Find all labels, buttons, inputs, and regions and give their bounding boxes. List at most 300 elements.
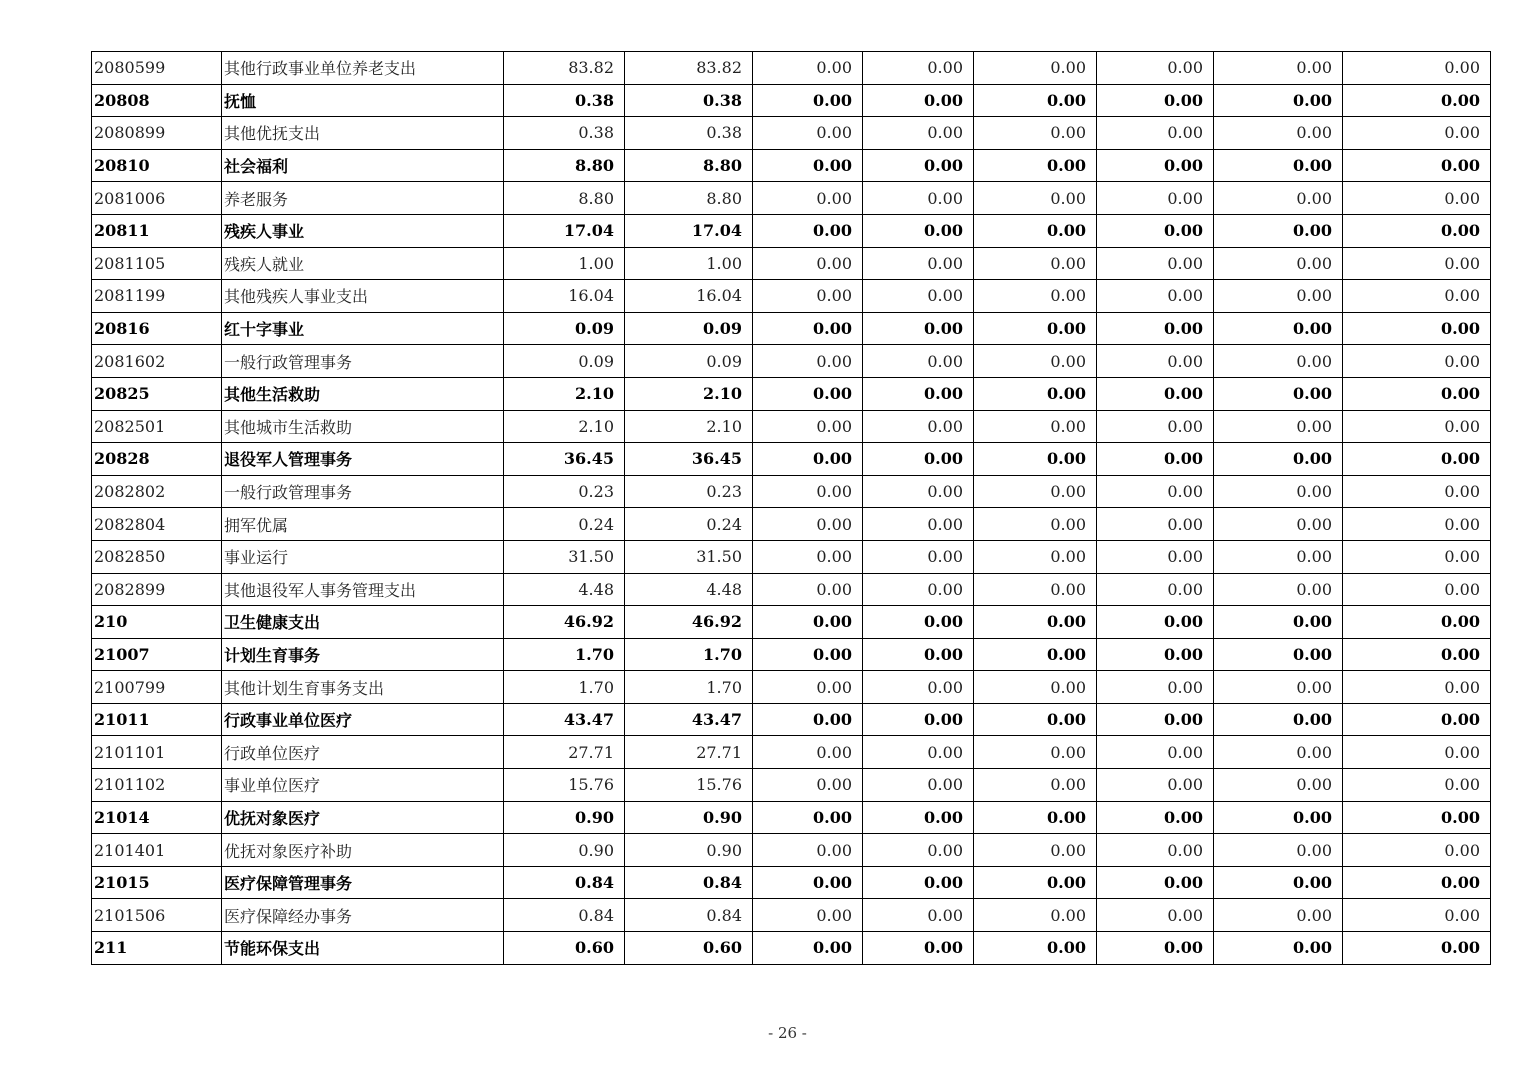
col7-cell: 0.00	[974, 52, 1097, 85]
project-cell: 0.00	[753, 149, 863, 182]
col6-cell: 0.00	[863, 443, 974, 476]
col10-cell: 0.00	[1343, 801, 1491, 834]
code-cell: 21011	[92, 703, 222, 736]
col7-cell: 0.00	[974, 508, 1097, 541]
name-cell: 医疗保障经办事务	[222, 899, 504, 932]
col6-cell: 0.00	[863, 671, 974, 704]
code-cell: 21007	[92, 638, 222, 671]
col10-cell: 0.00	[1343, 703, 1491, 736]
col8-cell: 0.00	[1097, 117, 1214, 150]
basic-cell: 1.00	[625, 247, 753, 280]
project-cell: 0.00	[753, 117, 863, 150]
col6-cell: 0.00	[863, 345, 974, 378]
col7-cell: 0.00	[974, 801, 1097, 834]
project-cell: 0.00	[753, 671, 863, 704]
col10-cell: 0.00	[1343, 84, 1491, 117]
code-cell: 2081006	[92, 182, 222, 215]
code-cell: 2101101	[92, 736, 222, 769]
col7-cell: 0.00	[974, 377, 1097, 410]
table-row	[92, 508, 1491, 541]
total-cell: 8.80	[504, 182, 625, 215]
table-row	[92, 182, 1491, 215]
table-row	[92, 866, 1491, 899]
col9-cell: 0.00	[1214, 182, 1343, 215]
basic-cell: 8.80	[625, 182, 753, 215]
project-cell: 0.00	[753, 638, 863, 671]
total-cell: 0.60	[504, 932, 625, 965]
code-cell: 2101506	[92, 899, 222, 932]
col8-cell: 0.00	[1097, 410, 1214, 443]
col10-cell: 0.00	[1343, 932, 1491, 965]
basic-cell: 0.23	[625, 475, 753, 508]
table-row	[92, 932, 1491, 965]
project-cell: 0.00	[753, 899, 863, 932]
col10-cell: 0.00	[1343, 540, 1491, 573]
table-row	[92, 312, 1491, 345]
table-row	[92, 769, 1491, 802]
table-row	[92, 573, 1491, 606]
col8-cell: 0.00	[1097, 573, 1214, 606]
total-cell: 31.50	[504, 540, 625, 573]
name-cell: 医疗保障管理事务	[222, 866, 504, 899]
table-row	[92, 84, 1491, 117]
col9-cell: 0.00	[1214, 769, 1343, 802]
basic-cell: 0.90	[625, 801, 753, 834]
col6-cell: 0.00	[863, 149, 974, 182]
total-cell: 83.82	[504, 52, 625, 85]
basic-cell: 1.70	[625, 671, 753, 704]
col6-cell: 0.00	[863, 736, 974, 769]
col10-cell: 0.00	[1343, 475, 1491, 508]
col7-cell: 0.00	[974, 540, 1097, 573]
col7-cell: 0.00	[974, 410, 1097, 443]
col7-cell: 0.00	[974, 280, 1097, 313]
basic-cell: 17.04	[625, 214, 753, 247]
total-cell: 0.24	[504, 508, 625, 541]
col6-cell: 0.00	[863, 247, 974, 280]
col8-cell: 0.00	[1097, 834, 1214, 867]
col6-cell: 0.00	[863, 769, 974, 802]
project-cell: 0.00	[753, 182, 863, 215]
col10-cell: 0.00	[1343, 606, 1491, 639]
col7-cell: 0.00	[974, 312, 1097, 345]
name-cell: 社会福利	[222, 149, 504, 182]
col7-cell: 0.00	[974, 182, 1097, 215]
col10-cell: 0.00	[1343, 736, 1491, 769]
project-cell: 0.00	[753, 214, 863, 247]
col9-cell: 0.00	[1214, 703, 1343, 736]
col8-cell: 0.00	[1097, 606, 1214, 639]
col8-cell: 0.00	[1097, 769, 1214, 802]
col7-cell: 0.00	[974, 736, 1097, 769]
name-cell: 抚恤	[222, 84, 504, 117]
col10-cell: 0.00	[1343, 117, 1491, 150]
col9-cell: 0.00	[1214, 84, 1343, 117]
code-cell: 20811	[92, 214, 222, 247]
col8-cell: 0.00	[1097, 377, 1214, 410]
total-cell: 2.10	[504, 410, 625, 443]
col8-cell: 0.00	[1097, 703, 1214, 736]
col6-cell: 0.00	[863, 84, 974, 117]
project-cell: 0.00	[753, 247, 863, 280]
col6-cell: 0.00	[863, 475, 974, 508]
basic-cell: 0.24	[625, 508, 753, 541]
col9-cell: 0.00	[1214, 606, 1343, 639]
col9-cell: 0.00	[1214, 573, 1343, 606]
col9-cell: 0.00	[1214, 638, 1343, 671]
col6-cell: 0.00	[863, 52, 974, 85]
col8-cell: 0.00	[1097, 312, 1214, 345]
col6-cell: 0.00	[863, 899, 974, 932]
col8-cell: 0.00	[1097, 84, 1214, 117]
col8-cell: 0.00	[1097, 247, 1214, 280]
col9-cell: 0.00	[1214, 508, 1343, 541]
code-cell: 2101401	[92, 834, 222, 867]
project-cell: 0.00	[753, 606, 863, 639]
col9-cell: 0.00	[1214, 247, 1343, 280]
col9-cell: 0.00	[1214, 312, 1343, 345]
table-row	[92, 606, 1491, 639]
basic-cell: 0.90	[625, 834, 753, 867]
basic-cell: 27.71	[625, 736, 753, 769]
code-cell: 20808	[92, 84, 222, 117]
project-cell: 0.00	[753, 345, 863, 378]
table-row	[92, 52, 1491, 85]
name-cell: 其他残疾人事业支出	[222, 280, 504, 313]
basic-cell: 2.10	[625, 377, 753, 410]
col7-cell: 0.00	[974, 671, 1097, 704]
project-cell: 0.00	[753, 801, 863, 834]
name-cell: 其他城市生活救助	[222, 410, 504, 443]
col10-cell: 0.00	[1343, 345, 1491, 378]
col6-cell: 0.00	[863, 801, 974, 834]
col8-cell: 0.00	[1097, 508, 1214, 541]
code-cell: 20825	[92, 377, 222, 410]
col6-cell: 0.00	[863, 377, 974, 410]
project-cell: 0.00	[753, 769, 863, 802]
col7-cell: 0.00	[974, 834, 1097, 867]
name-cell: 一般行政管理事务	[222, 345, 504, 378]
total-cell: 43.47	[504, 703, 625, 736]
code-cell: 20828	[92, 443, 222, 476]
col9-cell: 0.00	[1214, 280, 1343, 313]
col6-cell: 0.00	[863, 410, 974, 443]
code-cell: 2082501	[92, 410, 222, 443]
basic-cell: 36.45	[625, 443, 753, 476]
total-cell: 1.70	[504, 638, 625, 671]
col8-cell: 0.00	[1097, 475, 1214, 508]
col9-cell: 0.00	[1214, 149, 1343, 182]
code-cell: 211	[92, 932, 222, 965]
project-cell: 0.00	[753, 84, 863, 117]
basic-cell: 0.84	[625, 899, 753, 932]
col7-cell: 0.00	[974, 149, 1097, 182]
total-cell: 4.48	[504, 573, 625, 606]
name-cell: 其他优抚支出	[222, 117, 504, 150]
col8-cell: 0.00	[1097, 736, 1214, 769]
col6-cell: 0.00	[863, 932, 974, 965]
col10-cell: 0.00	[1343, 899, 1491, 932]
col6-cell: 0.00	[863, 834, 974, 867]
col7-cell: 0.00	[974, 84, 1097, 117]
code-cell: 20816	[92, 312, 222, 345]
col9-cell: 0.00	[1214, 801, 1343, 834]
col8-cell: 0.00	[1097, 345, 1214, 378]
project-cell: 0.00	[753, 508, 863, 541]
col7-cell: 0.00	[974, 573, 1097, 606]
name-cell: 行政事业单位医疗	[222, 703, 504, 736]
name-cell: 其他行政事业单位养老支出	[222, 52, 504, 85]
code-cell: 2101102	[92, 769, 222, 802]
col6-cell: 0.00	[863, 540, 974, 573]
name-cell: 优抚对象医疗	[222, 801, 504, 834]
total-cell: 2.10	[504, 377, 625, 410]
col9-cell: 0.00	[1214, 345, 1343, 378]
col8-cell: 0.00	[1097, 182, 1214, 215]
col7-cell: 0.00	[974, 443, 1097, 476]
total-cell: 36.45	[504, 443, 625, 476]
basic-cell: 0.09	[625, 345, 753, 378]
table-row	[92, 443, 1491, 476]
col10-cell: 0.00	[1343, 769, 1491, 802]
col7-cell: 0.00	[974, 214, 1097, 247]
basic-cell: 31.50	[625, 540, 753, 573]
col6-cell: 0.00	[863, 280, 974, 313]
project-cell: 0.00	[753, 932, 863, 965]
table-row	[92, 638, 1491, 671]
project-cell: 0.00	[753, 834, 863, 867]
total-cell: 0.90	[504, 834, 625, 867]
col7-cell: 0.00	[974, 117, 1097, 150]
col6-cell: 0.00	[863, 703, 974, 736]
basic-cell: 83.82	[625, 52, 753, 85]
col10-cell: 0.00	[1343, 834, 1491, 867]
total-cell: 46.92	[504, 606, 625, 639]
basic-cell: 0.09	[625, 312, 753, 345]
project-cell: 0.00	[753, 703, 863, 736]
total-cell: 0.84	[504, 899, 625, 932]
col9-cell: 0.00	[1214, 52, 1343, 85]
project-cell: 0.00	[753, 377, 863, 410]
table-row	[92, 214, 1491, 247]
name-cell: 优抚对象医疗补助	[222, 834, 504, 867]
col8-cell: 0.00	[1097, 52, 1214, 85]
col10-cell: 0.00	[1343, 443, 1491, 476]
col7-cell: 0.00	[974, 475, 1097, 508]
code-cell: 2080899	[92, 117, 222, 150]
name-cell: 退役军人管理事务	[222, 443, 504, 476]
col10-cell: 0.00	[1343, 247, 1491, 280]
col8-cell: 0.00	[1097, 899, 1214, 932]
total-cell: 0.09	[504, 345, 625, 378]
col9-cell: 0.00	[1214, 117, 1343, 150]
col6-cell: 0.00	[863, 117, 974, 150]
name-cell: 行政单位医疗	[222, 736, 504, 769]
project-cell: 0.00	[753, 410, 863, 443]
col10-cell: 0.00	[1343, 410, 1491, 443]
table-row	[92, 345, 1491, 378]
col10-cell: 0.00	[1343, 638, 1491, 671]
table-row	[92, 801, 1491, 834]
code-cell: 2082802	[92, 475, 222, 508]
basic-cell: 2.10	[625, 410, 753, 443]
code-cell: 2081105	[92, 247, 222, 280]
code-cell: 21014	[92, 801, 222, 834]
col9-cell: 0.00	[1214, 866, 1343, 899]
table-row	[92, 475, 1491, 508]
total-cell: 27.71	[504, 736, 625, 769]
col6-cell: 0.00	[863, 312, 974, 345]
table-row	[92, 671, 1491, 704]
code-cell: 2080599	[92, 52, 222, 85]
col7-cell: 0.00	[974, 606, 1097, 639]
basic-cell: 0.38	[625, 84, 753, 117]
name-cell: 红十字事业	[222, 312, 504, 345]
col6-cell: 0.00	[863, 182, 974, 215]
name-cell: 卫生健康支出	[222, 606, 504, 639]
code-cell: 2081602	[92, 345, 222, 378]
col7-cell: 0.00	[974, 703, 1097, 736]
col10-cell: 0.00	[1343, 182, 1491, 215]
total-cell: 1.70	[504, 671, 625, 704]
col7-cell: 0.00	[974, 866, 1097, 899]
basic-cell: 43.47	[625, 703, 753, 736]
total-cell: 1.00	[504, 247, 625, 280]
table-row	[92, 247, 1491, 280]
name-cell: 节能环保支出	[222, 932, 504, 965]
project-cell: 0.00	[753, 736, 863, 769]
col8-cell: 0.00	[1097, 214, 1214, 247]
name-cell: 事业运行	[222, 540, 504, 573]
project-cell: 0.00	[753, 52, 863, 85]
col8-cell: 0.00	[1097, 932, 1214, 965]
code-cell: 2081199	[92, 280, 222, 313]
table-row	[92, 834, 1491, 867]
basic-cell: 15.76	[625, 769, 753, 802]
col7-cell: 0.00	[974, 345, 1097, 378]
col6-cell: 0.00	[863, 638, 974, 671]
table-row	[92, 280, 1491, 313]
code-cell: 21015	[92, 866, 222, 899]
col10-cell: 0.00	[1343, 508, 1491, 541]
total-cell: 0.84	[504, 866, 625, 899]
basic-cell: 0.38	[625, 117, 753, 150]
col8-cell: 0.00	[1097, 866, 1214, 899]
total-cell: 0.38	[504, 117, 625, 150]
col6-cell: 0.00	[863, 866, 974, 899]
code-cell: 2082899	[92, 573, 222, 606]
col6-cell: 0.00	[863, 573, 974, 606]
basic-cell: 1.70	[625, 638, 753, 671]
col10-cell: 0.00	[1343, 149, 1491, 182]
table-row	[92, 117, 1491, 150]
col10-cell: 0.00	[1343, 214, 1491, 247]
basic-cell: 0.84	[625, 866, 753, 899]
name-cell: 残疾人事业	[222, 214, 504, 247]
total-cell: 16.04	[504, 280, 625, 313]
col9-cell: 0.00	[1214, 475, 1343, 508]
table-row	[92, 736, 1491, 769]
table-row	[92, 377, 1491, 410]
name-cell: 拥军优属	[222, 508, 504, 541]
col7-cell: 0.00	[974, 247, 1097, 280]
col9-cell: 0.00	[1214, 899, 1343, 932]
total-cell: 17.04	[504, 214, 625, 247]
table-body	[92, 52, 1491, 965]
basic-cell: 16.04	[625, 280, 753, 313]
budget-table	[91, 51, 1491, 965]
project-cell: 0.00	[753, 280, 863, 313]
col9-cell: 0.00	[1214, 443, 1343, 476]
col8-cell: 0.00	[1097, 540, 1214, 573]
col9-cell: 0.00	[1214, 377, 1343, 410]
code-cell: 20810	[92, 149, 222, 182]
table-row	[92, 410, 1491, 443]
col8-cell: 0.00	[1097, 443, 1214, 476]
col8-cell: 0.00	[1097, 638, 1214, 671]
col6-cell: 0.00	[863, 214, 974, 247]
name-cell: 残疾人就业	[222, 247, 504, 280]
project-cell: 0.00	[753, 540, 863, 573]
basic-cell: 8.80	[625, 149, 753, 182]
name-cell: 事业单位医疗	[222, 769, 504, 802]
col6-cell: 0.00	[863, 606, 974, 639]
col10-cell: 0.00	[1343, 866, 1491, 899]
col10-cell: 0.00	[1343, 52, 1491, 85]
col10-cell: 0.00	[1343, 280, 1491, 313]
page-number: - 26 -	[768, 1024, 807, 1042]
col10-cell: 0.00	[1343, 573, 1491, 606]
table-row	[92, 149, 1491, 182]
table-row	[92, 703, 1491, 736]
table-row	[92, 540, 1491, 573]
name-cell: 其他计划生育事务支出	[222, 671, 504, 704]
total-cell: 0.23	[504, 475, 625, 508]
total-cell: 0.09	[504, 312, 625, 345]
code-cell: 2082804	[92, 508, 222, 541]
total-cell: 0.90	[504, 801, 625, 834]
col9-cell: 0.00	[1214, 834, 1343, 867]
code-cell: 210	[92, 606, 222, 639]
col7-cell: 0.00	[974, 899, 1097, 932]
col9-cell: 0.00	[1214, 410, 1343, 443]
name-cell: 其他生活救助	[222, 377, 504, 410]
col7-cell: 0.00	[974, 638, 1097, 671]
name-cell: 其他退役军人事务管理支出	[222, 573, 504, 606]
total-cell: 15.76	[504, 769, 625, 802]
col9-cell: 0.00	[1214, 540, 1343, 573]
basic-cell: 46.92	[625, 606, 753, 639]
col7-cell: 0.00	[974, 932, 1097, 965]
col10-cell: 0.00	[1343, 671, 1491, 704]
col8-cell: 0.00	[1097, 280, 1214, 313]
basic-cell: 4.48	[625, 573, 753, 606]
total-cell: 0.38	[504, 84, 625, 117]
project-cell: 0.00	[753, 475, 863, 508]
col9-cell: 0.00	[1214, 736, 1343, 769]
col10-cell: 0.00	[1343, 377, 1491, 410]
table-row	[92, 899, 1491, 932]
col10-cell: 0.00	[1343, 312, 1491, 345]
col9-cell: 0.00	[1214, 214, 1343, 247]
project-cell: 0.00	[753, 573, 863, 606]
col7-cell: 0.00	[974, 769, 1097, 802]
name-cell: 一般行政管理事务	[222, 475, 504, 508]
project-cell: 0.00	[753, 312, 863, 345]
code-cell: 2082850	[92, 540, 222, 573]
col8-cell: 0.00	[1097, 801, 1214, 834]
code-cell: 2100799	[92, 671, 222, 704]
